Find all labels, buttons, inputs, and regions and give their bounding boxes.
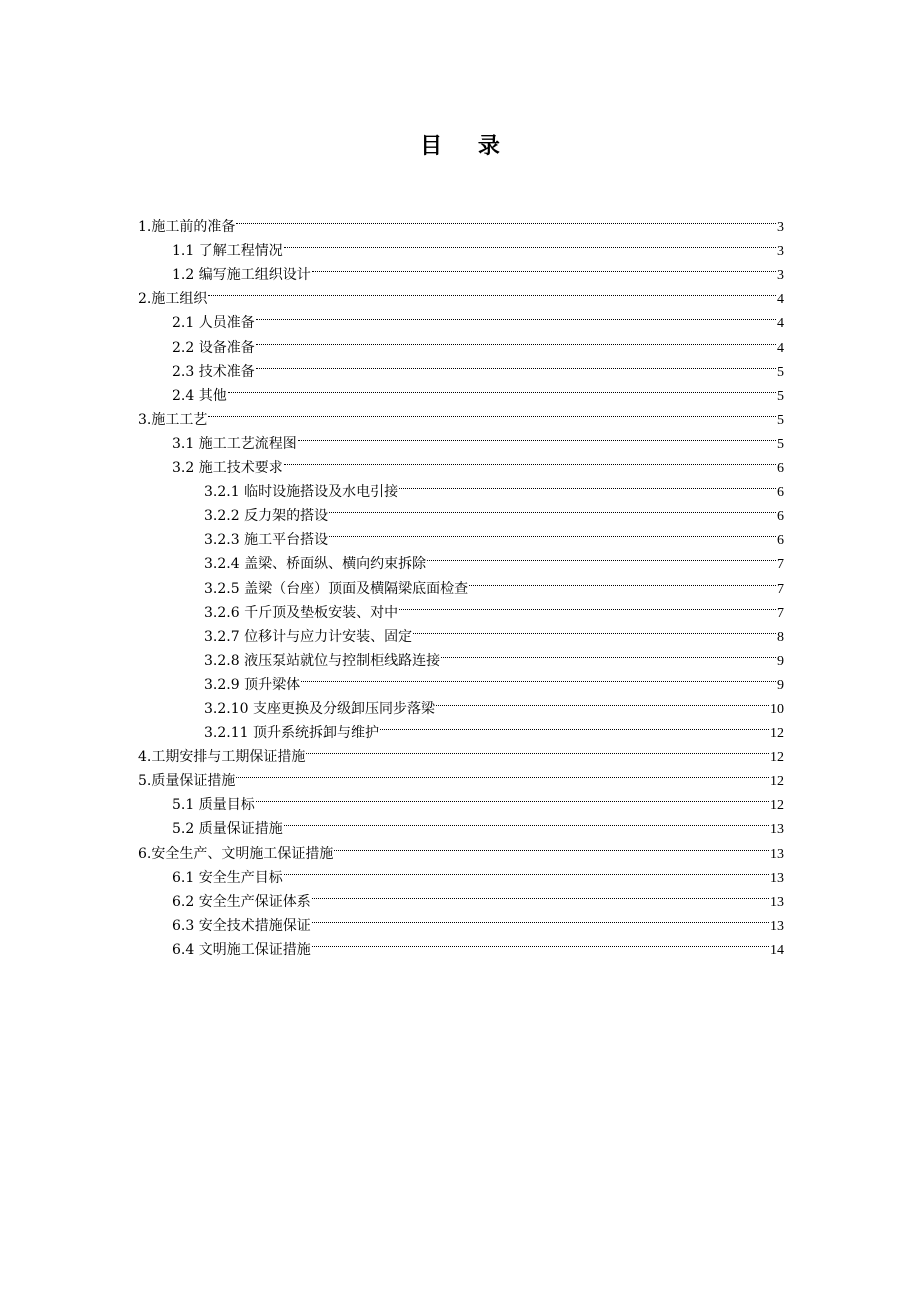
toc-page-number: 10 bbox=[770, 701, 784, 717]
toc-entry-title: 1.1 了解工程情况 bbox=[172, 243, 283, 260]
page-title: 目 录 bbox=[420, 133, 514, 159]
toc-entry-title: 5.2 质量保证措施 bbox=[172, 821, 283, 838]
toc-dot-leader bbox=[236, 761, 769, 785]
toc-page-number: 5 bbox=[777, 412, 784, 428]
toc-dot-leader bbox=[312, 906, 769, 930]
toc-page-number: 6 bbox=[777, 461, 784, 477]
toc-entry-title: 3.2.8 液压泵站就位与控制柜线路连接 bbox=[204, 652, 441, 669]
toc-dot-leader bbox=[399, 593, 776, 617]
toc-entry-title: 2.3 技术准备 bbox=[172, 363, 255, 380]
toc-page-number: 7 bbox=[777, 605, 784, 621]
toc-dot-leader bbox=[329, 520, 776, 544]
toc-page-number: 9 bbox=[777, 677, 784, 693]
toc-page-number: 13 bbox=[770, 918, 784, 934]
toc-entry-title: 2.施工组织 bbox=[138, 291, 208, 308]
toc-entry-title: 3.2.1 临时设施搭设及水电引接 bbox=[204, 484, 399, 501]
toc-dot-leader bbox=[208, 279, 776, 303]
toc-dot-leader bbox=[256, 303, 776, 327]
toc-entry-title: 5.1 质量目标 bbox=[172, 797, 255, 814]
toc-dot-leader bbox=[413, 617, 776, 641]
toc-entry-title: 6.2 安全生产保证体系 bbox=[172, 893, 311, 910]
toc-entry-title: 5.质量保证措施 bbox=[138, 773, 236, 790]
toc-entry-title: 3.2.9 顶升梁体 bbox=[204, 676, 301, 693]
toc-entry-title: 2.1 人员准备 bbox=[172, 315, 255, 332]
toc-entry-title: 2.4 其他 bbox=[172, 387, 227, 404]
toc-entry-title: 6.3 安全技术措施保证 bbox=[172, 917, 311, 934]
toc-entry-title: 3.施工工艺 bbox=[138, 411, 208, 428]
toc-page-number: 4 bbox=[777, 340, 784, 356]
toc-page-number: 3 bbox=[777, 244, 784, 260]
toc-dot-leader bbox=[427, 544, 776, 568]
toc-page-number: 7 bbox=[777, 557, 784, 573]
toc-entry[interactable] bbox=[138, 207, 784, 236]
toc-dot-leader bbox=[312, 930, 769, 954]
toc-entry-title: 1.2 编写施工组织设计 bbox=[172, 267, 311, 284]
toc-page-number: 12 bbox=[770, 774, 784, 790]
toc-page-number: 14 bbox=[770, 942, 784, 958]
toc-entry-title: 3.1 施工工艺流程图 bbox=[172, 435, 297, 452]
toc-page-number: 9 bbox=[777, 653, 784, 669]
toc-entry-title: 6.4 文明施工保证措施 bbox=[172, 941, 311, 958]
toc-entry-title: 3.2.6 千斤顶及垫板安装、对中 bbox=[204, 604, 399, 621]
toc-dot-leader bbox=[399, 472, 776, 496]
toc-dot-leader bbox=[312, 882, 769, 906]
toc-dot-leader bbox=[312, 255, 776, 279]
toc-page-number: 13 bbox=[770, 822, 784, 838]
toc-dot-leader bbox=[329, 496, 776, 520]
toc-dot-leader bbox=[284, 448, 776, 472]
toc-entry-title: 2.2 设备准备 bbox=[172, 339, 255, 356]
toc-entry[interactable] bbox=[138, 424, 784, 452]
toc-entry-title: 3.2 施工技术要求 bbox=[172, 460, 283, 477]
toc-dot-leader bbox=[284, 809, 769, 833]
toc-page-number: 5 bbox=[777, 388, 784, 404]
toc-page-number: 7 bbox=[777, 581, 784, 597]
toc-dot-leader bbox=[334, 833, 769, 857]
toc-entry-title: 3.2.7 位移计与应力计安装、固定 bbox=[204, 628, 413, 645]
toc-dot-leader bbox=[256, 352, 776, 376]
toc-page-number: 3 bbox=[777, 220, 784, 236]
toc-entry-title: 3.2.10 支座更换及分级卸压同步落梁 bbox=[204, 700, 435, 717]
toc-dot-leader bbox=[469, 568, 776, 592]
toc-dot-leader bbox=[228, 376, 776, 400]
toc-page-number: 12 bbox=[770, 726, 784, 742]
toc-dot-leader bbox=[256, 785, 769, 809]
toc-entry-title: 6.安全生产、文明施工保证措施 bbox=[138, 845, 334, 862]
toc-dot-leader bbox=[436, 689, 769, 713]
toc-dot-leader bbox=[301, 665, 776, 689]
toc-entry[interactable] bbox=[138, 400, 784, 428]
toc-page-number: 13 bbox=[770, 846, 784, 862]
table-of-contents bbox=[138, 207, 784, 958]
toc-page-number: 12 bbox=[770, 798, 784, 814]
toc-page-number: 4 bbox=[777, 316, 784, 332]
toc-page-number: 13 bbox=[770, 894, 784, 910]
toc-dot-leader bbox=[256, 327, 776, 351]
toc-page-number: 8 bbox=[777, 629, 784, 645]
toc-entry-title: 4.工期安排与工期保证措施 bbox=[138, 749, 306, 766]
toc-page-number: 5 bbox=[777, 436, 784, 452]
toc-entry-title: 3.2.11 顶升系统拆卸与维护 bbox=[204, 725, 379, 742]
toc-entry[interactable] bbox=[138, 303, 784, 332]
toc-entry[interactable] bbox=[138, 279, 784, 308]
toc-dot-leader bbox=[284, 858, 769, 882]
toc-dot-leader bbox=[298, 424, 776, 448]
toc-dot-leader bbox=[441, 641, 776, 665]
toc-entry-title: 1.施工前的准备 bbox=[138, 219, 236, 236]
toc-dot-leader bbox=[306, 737, 769, 761]
toc-entry-title: 3.2.2 反力架的搭设 bbox=[204, 508, 329, 525]
toc-page-number: 12 bbox=[770, 750, 784, 766]
toc-dot-leader bbox=[284, 231, 776, 255]
toc-page-number: 6 bbox=[777, 509, 784, 525]
toc-page-number: 6 bbox=[777, 485, 784, 501]
toc-entry-title: 3.2.3 施工平台搭设 bbox=[204, 532, 329, 549]
toc-page-number: 6 bbox=[777, 533, 784, 549]
toc-entry-title: 3.2.5 盖梁（台座）顶面及横隔梁底面检查 bbox=[204, 580, 469, 597]
toc-entry[interactable] bbox=[138, 376, 784, 404]
toc-page-number: 3 bbox=[777, 268, 784, 284]
toc-page-number: 4 bbox=[777, 292, 784, 308]
toc-page-number: 13 bbox=[770, 870, 784, 886]
toc-entry-title: 3.2.4 盖梁、桥面纵、横向约束拆除 bbox=[204, 556, 427, 573]
toc-entry-title: 6.1 安全生产目标 bbox=[172, 869, 283, 886]
toc-page-number: 5 bbox=[777, 364, 784, 380]
toc-dot-leader bbox=[236, 207, 776, 231]
toc-dot-leader bbox=[380, 713, 769, 737]
toc-dot-leader bbox=[208, 400, 776, 424]
